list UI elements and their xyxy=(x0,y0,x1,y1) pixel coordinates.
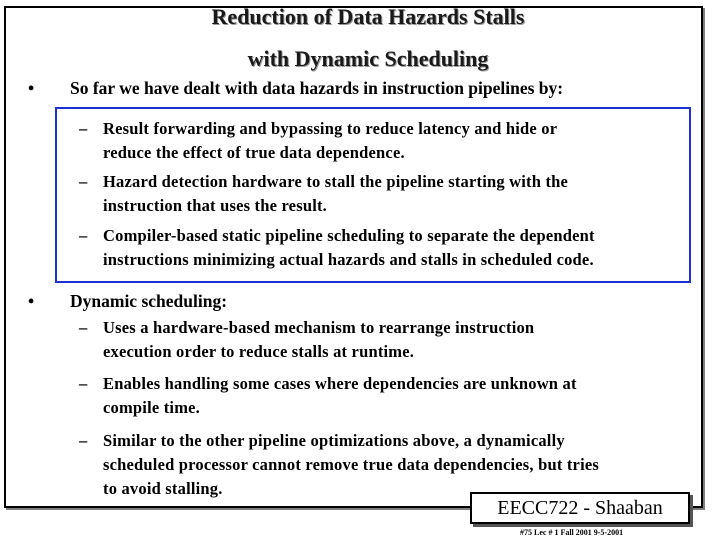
bullet-dot: • xyxy=(28,291,35,311)
subitem-line: execution order to reduce stalls at runtime. xyxy=(103,342,415,361)
subitem-line: instructions minimizing actual hazards and stalls in scheduled code. xyxy=(103,250,594,269)
dash-marker: – xyxy=(79,431,88,450)
course-footer-box xyxy=(470,492,690,524)
subitem-line: Uses a hardware-based mechanism to rearrange instruction xyxy=(103,318,535,337)
subitem-line: Similar to the other pipeline optimizations above, a dynamically xyxy=(103,431,565,450)
course-label: EECC722 - Shaaban xyxy=(497,497,663,519)
bullet-1-text: So far we have dealt with data hazards in instruction pipelines by: xyxy=(70,78,564,98)
subitem-line: Enables handling some cases where dependencies are unknown at xyxy=(103,374,577,393)
slide-info-footer: #75 Lec # 1 Fall 2001 9-5-2001 xyxy=(520,528,624,537)
subitem-line: reduce the effect of true data dependence. xyxy=(103,143,405,162)
subitem-line: instruction that uses the result. xyxy=(103,196,328,215)
bullet-dot: • xyxy=(28,78,35,98)
subitem-line: Compiler-based static pipeline scheduling to separate the dependent xyxy=(103,226,595,245)
dash-marker: – xyxy=(79,226,88,245)
dash-marker: – xyxy=(79,318,88,337)
subitem-line: compile time. xyxy=(103,398,200,417)
subitem-line: scheduled processor cannot remove true data dependencies, but tries xyxy=(103,455,600,474)
bullet-2-text: Dynamic scheduling: xyxy=(70,291,228,311)
dash-marker: – xyxy=(79,172,88,191)
subitem-line: to avoid stalling. xyxy=(103,479,223,498)
subitem-line: Hazard detection hardware to stall the pipeline starting with the xyxy=(103,172,569,191)
dash-marker: – xyxy=(79,119,88,138)
subitem-line: Result forwarding and bypassing to reduce latency and hide or xyxy=(103,119,558,138)
dash-marker: – xyxy=(79,374,88,393)
slide-title-line1: Reduction of Data Hazards Stalls xyxy=(211,4,525,29)
slide-title-line2: with Dynamic Scheduling xyxy=(247,46,489,71)
